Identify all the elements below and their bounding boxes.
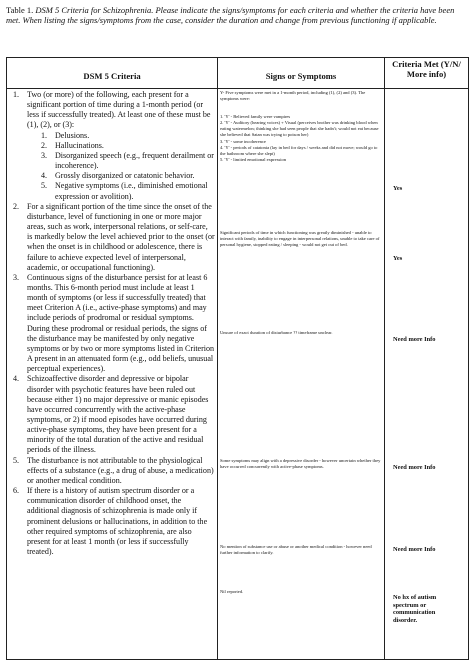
caption-lead: Table 1. [6,5,34,15]
sub-item: 3. Disorganized speech (e.g., frequent derailment or incoherence). [41,150,214,171]
header-symptoms: Signs or Symptoms [218,58,385,89]
met-4: Need more Info [393,464,436,471]
met-6: No hx of autism spectrum or communication disorder. [393,594,437,624]
sub-item: 2. Hallucinations. [41,140,104,150]
header-criteria: DSM 5 Criteria [7,58,218,89]
body-row [7,89,469,660]
criterion-4: 4. Schizoaffective disorder and depressive or bipolar disorder with psychotic features have been ruled out because either 1) no major depressive or manic episodes have occurred concurrently with the active-phase symptoms, or 2) if mood episodes have occurred during active-phase symptoms, they have been present for a minority of the total duration of the active and residual periods of the illness. [21,374,215,455]
criterion-2: 2. For a significant portion of the time since the onset of the disturbance, level of functioning in one or more major areas, such as work, interpersonal relations, or self-care, is markedly below the level achieved prior to the onset (or when the onset is in childhood or adolescence, there is failure to achieve expected level of interpersonal, academic, or occupational functioning). [21,202,215,273]
symptom-3: Unsure of exact duration of disturbance ?? timeframe unclear. [220,330,333,335]
symptom-2: Significant periods of time in which functioning was greatly diminished - unable to interact with family, inability to engage in interpersonal relations, unable to take care of personal hygiene, stopped eating / sleeping - would not get out of bed. [220,230,380,248]
criteria-cell [7,89,218,660]
symptom-4: Some symptoms may align with a depressive disorder - however uncertain whether they have occurred concurrently with active-phase symptoms. [220,458,381,470]
criteria-met-cell [385,89,469,660]
met-1: Yes [393,185,403,192]
symptom-6: Nil reported. [220,589,244,594]
sub-item: 5. Negative symptoms (i.e., diminished emotional expression or avolition). [41,181,208,201]
caption-body: DSM 5 Criteria for Schizophrenia. Please indicate the signs/symptoms for each criteria and whether the criteria have been met. When listing the signs/symptoms from the case, consider the duration and change from previous functioning if applicable. [6,5,455,26]
criterion-1-text: Two (or more) of the following, each present for a significant portion of time during a 1-month period (or less if successfully treated). At least one of these must be (1), (2), or (3): [27,90,211,130]
met-2: Yes [393,255,403,262]
met-3: Need more Info [393,336,436,343]
criterion-5: 5. The disturbance is not attributable to the physiological effects of a substance (e.g., a drug of abuse, a medication) or another medical condition. [21,456,215,486]
criterion-1 [21,90,215,202]
table-caption [6,5,468,26]
symptoms-cell [218,89,385,660]
header-criteria-met: Criteria Met (Y/N/ More info) [385,58,469,89]
header-row [7,58,469,89]
criterion-1-sublist [27,131,215,202]
symptom-5: No mention of substance use or abuse or another medical condition - however need further information to clarify. [220,544,372,556]
dsm5-criteria-table [6,57,469,660]
criterion-3: 3. Continuous signs of the disturbance persist for at least 6 months. This 6-month period must include at least 1 month of symptoms (or less if successfully treated) that meet Criterion A (i.e., active-phase symptoms) and may include periods of prodromal or residual symptoms. During these prodromal or residual periods, the signs of the disturbance may be manifested by only negative symptoms or by two or more symptoms listed in Criterion A present in an attenuated form (e.g., odd beliefs, unusual perceptual experiences). [21,273,215,375]
sub-item: 4. Grossly disorganized or catatonic behavior. [41,171,195,181]
sub-item: 1. Delusions. [41,130,90,140]
symptom-1: Y- Five symptoms were met in a 1-month period, including (1), (2) and (3). The symptoms were: 1. 'Y' - Believed family were vampires 2. 'Y' - Auditory (hearing voices) + Visual (perceives brother was drinking blood when eating watermelon; thinking she had seen people that she hadn't; would not eat because she believed that Satan was trying to poison her) 3. 'Y' - some incoherence 4. 'Y' - periods of catatonia (lay in bed for days / weeks and did not move; would go to the bathroom where she slept) 5. 'Y' - limited emotional expression [220,90,379,162]
met-5: Need more Info [393,546,436,553]
criteria-list [7,89,217,557]
criterion-6: 6. If there is a history of autism spectrum disorder or a communication disorder of childhood onset, the additional diagnosis of schizophrenia is made only if prominent delusions or hallucinations, in addition to the other required symptoms of schizophrenia, are also present for at least 1 month (or less if successfully treated). [21,486,215,557]
